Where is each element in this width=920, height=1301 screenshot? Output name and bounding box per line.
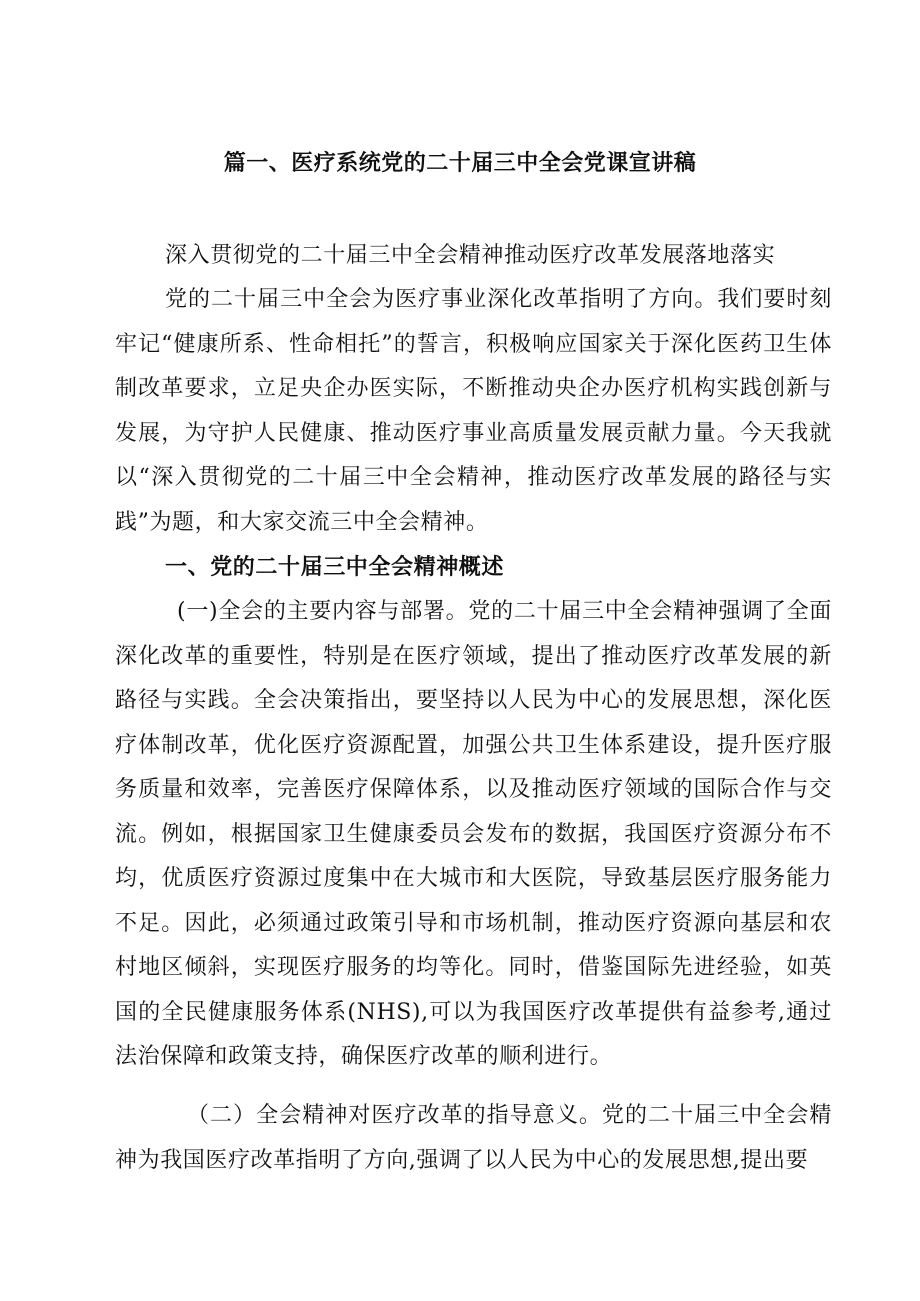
section-paragraph-1: (一)全会的主要内容与部署。党的二十届三中全会精神强调了全面深化改革的重要性，特别是在医疗领域，提出了推动医疗改革发展的新路径与实践。全会决策指出，要坚持以人民为中心的发展思想，深化医疗体制改革，优化医疗资源配置，加强公共卫生体系建设，提升医疗服务质量和效率，完善医疗保障体系，以及推动医疗领域的国际合作与交流。例如，根据国家卫生健康委员会发布的数据，我国医疗资源分布不均，优质医疗资源过度集中在大城市和大医院，导致基层医疗服务能力不足。因此，必须通过政策引导和市场机制，推动医疗资源向基层和农村地区倾斜，实现医疗服务的均等化。同时，借鉴国际先进经验，如英国的全民健康服务体系(NHS),可以为我国医疗改革提供有益参考,通过法治保障和政策支持，确保医疗改革的顺利进行。 bbox=[115, 599, 832, 1069]
section-paragraph-2: （二）全会精神对医疗改革的指导意义。党的二十届三中全会精神为我国医疗改革指明了方向,强调了以人民为中心的发展思想,提出要 bbox=[115, 1103, 832, 1173]
section-heading: 一、党的二十届三中全会精神概述 bbox=[165, 554, 505, 580]
document-title: 篇一、医疗系统党的二十届三中全会党课宣讲稿 bbox=[223, 150, 697, 176]
intro-paragraph: 党的二十届三中全会为医疗事业深化改革指明了方向。我们要时刻牢记“健康所系、性命相托”的誓言，积极响应国家关于深化医药卫生体制改革要求，立足央企办医实际，不断推动央企办医疗机构实践创新与发展，为守护人民健康、推动医疗事业高质量发展贡献力量。今天我就以“深入贯彻党的二十届三中全会精神，推动医疗改革发展的路径与实践”为题，和大家交流三中全会精神。 bbox=[115, 287, 832, 535]
document-subtitle: 深入贯彻党的二十届三中全会精神推动医疗改革发展落地落实 bbox=[165, 243, 776, 268]
